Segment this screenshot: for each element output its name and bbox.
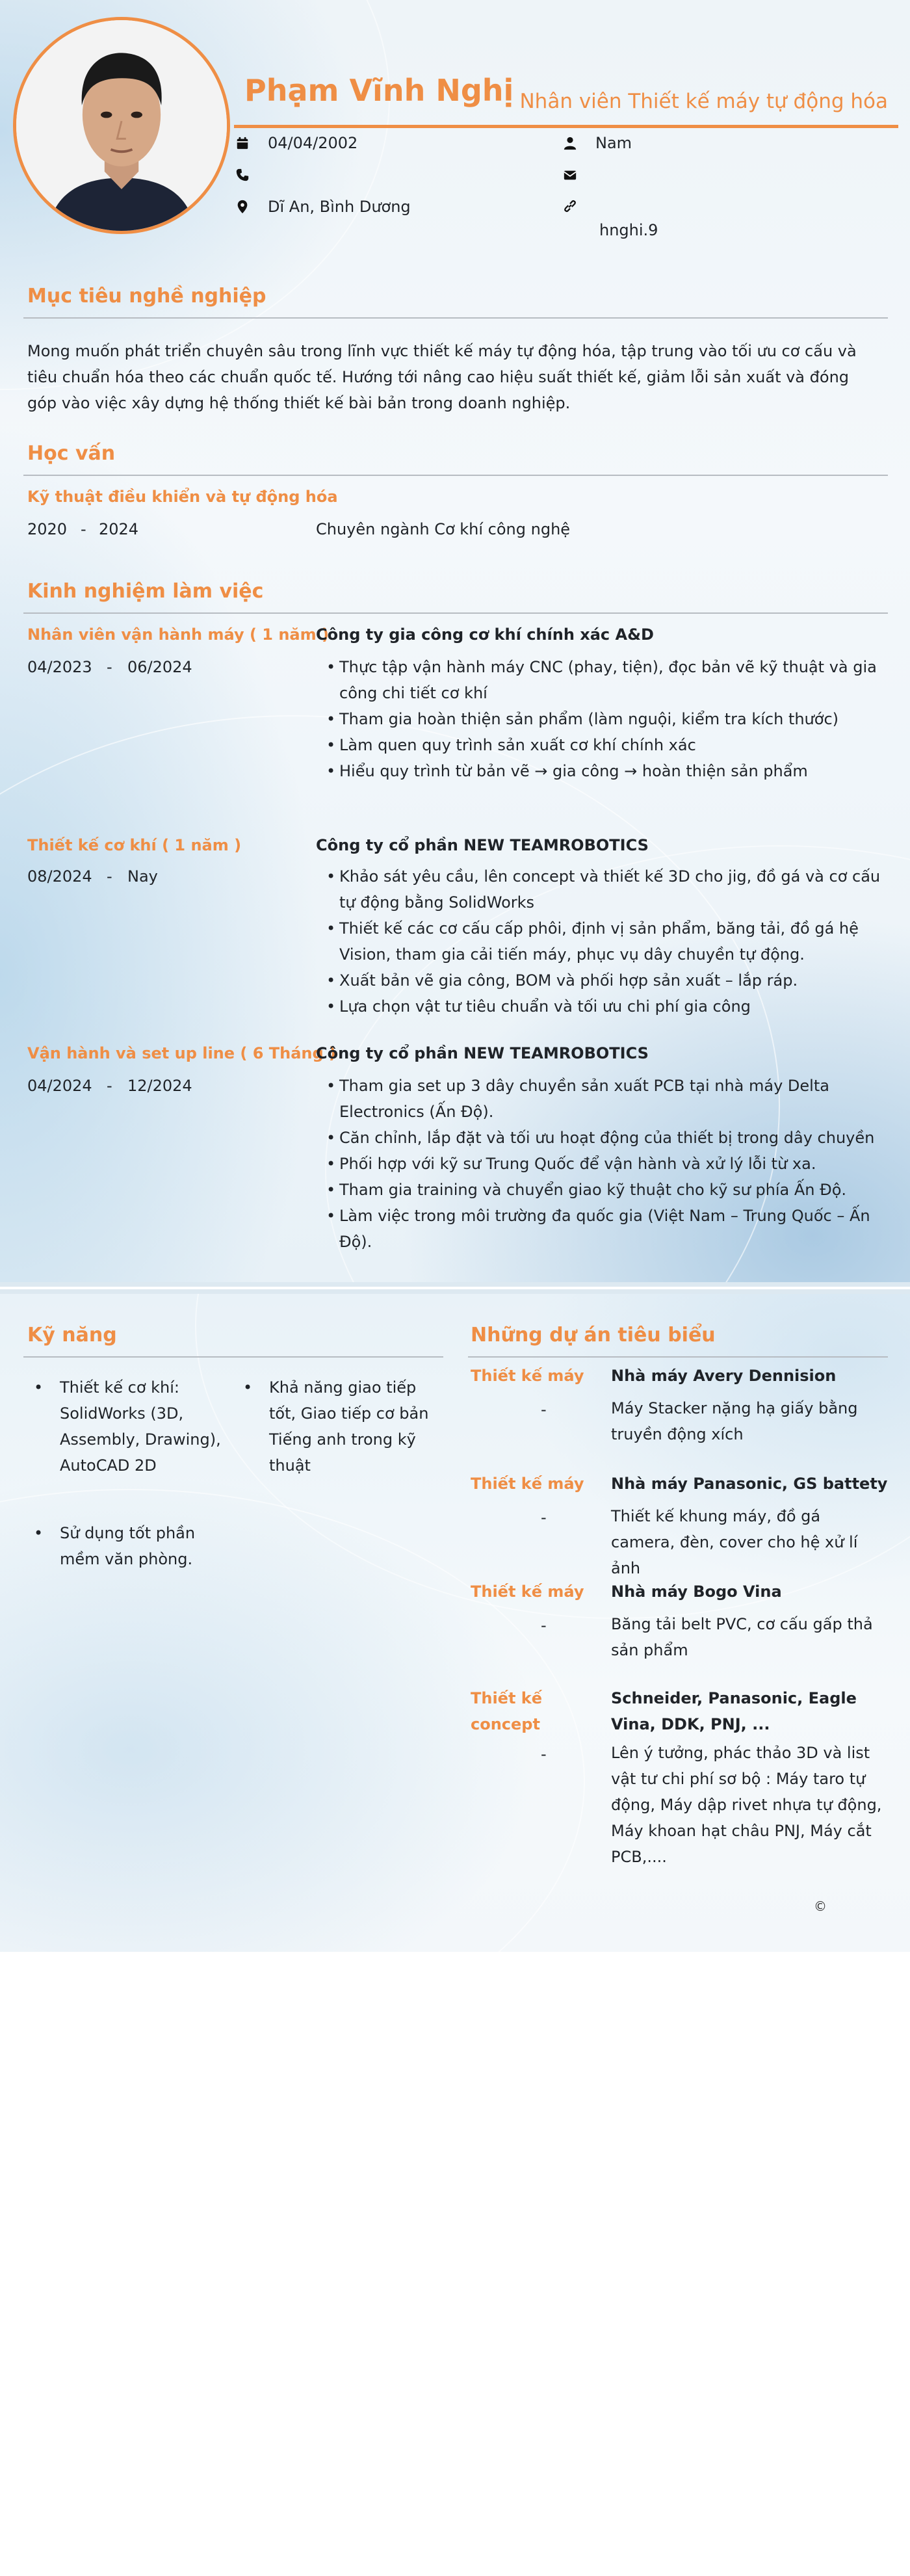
list-item: • Thiết kế các cơ cấu cấp phôi, định vị sản phẩm, băng tải, đồ gá hệ Vision, tham gia cải tiến máy, phục vụ dây chuyền tự động. [316,915,888,967]
address-value: Dĩ An, Bình Dương [268,198,411,216]
gender-row [562,134,632,152]
list-item: • Thực tập vận hành máy CNC (phay, tiện), đọc bản vẽ kỹ thuật và gia công chi tiết cơ khí [316,654,888,706]
list-item: • Làm việc trong môi trường đa quốc gia (Việt Nam – Trung Quốc – Ấn Độ). [316,1203,888,1255]
education-heading: Học vấn [27,442,116,465]
link-icon [562,198,578,215]
link-row [562,198,595,215]
list-item: • Hiểu quy trình từ bản vẽ → gia công → hoàn thiện sản phẩm [316,758,888,784]
copyright-mark: © [814,1899,827,1914]
section-divider [23,317,888,319]
job-start: 08/2024 [27,867,92,886]
list-item: • Xuất bản vẽ gia công, BOM và phối hợp sản xuất – lắp ráp. [316,967,888,993]
address-row [234,198,411,216]
education-start: 2020 [27,520,68,538]
job-start: 04/2024 [27,1077,92,1095]
job-title: Nhân viên Thiết kế máy tự động hóa [519,90,888,113]
list-item: • Làm quen quy trình sản xuất cơ khí chính xác [316,732,888,758]
job-role: Thiết kế cơ khí ( 1 năm ) [27,836,242,854]
skill-item: • Khả năng giao tiếp tốt, Giao tiếp cơ bản Tiếng anh trong kỹ thuật [237,1374,443,1479]
objective-text: Mong muốn phát triển chuyên sâu trong lĩnh vực thiết kế máy tự động hóa, tập trung vào tối ưu cơ cấu và tiêu chuẩn hóa theo các chuẩn quốc tế. Hướng tới nâng cao hiệu suất thiết kế, giảm lỗi sản xuất và đóng góp vào việc xây dựng hệ thống thiết kế bài bản trong doanh nghiệp. [27,342,857,412]
objective-heading: Mục tiêu nghề nghiệp [27,285,266,308]
projects-heading: Những dự án tiêu biểu [471,1324,716,1347]
job-sep: - [107,867,112,886]
section-divider [23,612,888,614]
email-row [562,166,595,183]
section-divider [23,1356,443,1358]
project-type: Thiết kế máy [471,1583,584,1601]
job-end: 12/2024 [127,1077,192,1095]
birthday-value: 04/04/2002 [268,134,358,152]
list-item: • Khảo sát yêu cầu, lên concept và thiết kế 3D cho jig, đồ gá và cơ cấu tự động bằng SolidWorks [316,863,888,915]
portrait-image [16,20,227,231]
cv-page-1 [0,0,910,1282]
project-description: Máy Stacker nặng hạ giấy bằng truyền động xích [611,1399,858,1443]
project-description: Thiết kế khung máy, đồ gá camera, đèn, cover cho hệ xử lí ảnh [611,1507,858,1577]
page-separator [0,1282,910,1294]
experience-heading: Kinh nghiệm làm việc [27,580,264,603]
list-item: • Lựa chọn vật tư tiêu chuẩn và tối ưu chi phí gia công [316,993,888,1019]
header-divider [234,125,898,128]
job-sep: - [107,1077,112,1095]
list-item: • Phối hợp với kỹ sư Trung Quốc để vận hành và xử lý lỗi từ xa. [316,1151,888,1177]
birthday-row [234,134,358,152]
skills-heading: Kỹ năng [27,1324,117,1347]
phone-row [234,166,268,183]
project-client: Nhà máy Panasonic, GS battety [611,1475,888,1493]
job-company: Công ty gia công cơ khí chính xác A&D [316,625,654,644]
job-end: Nay [127,867,158,886]
project-type: Thiết kế concept [471,1689,543,1733]
job-duties [316,1073,888,1255]
skill-item: • Thiết kế cơ khí: SolidWorks (3D, Assembly, Drawing), AutoCAD 2D [27,1374,222,1479]
project-description: Lên ý tưởng, phác thảo 3D và list vật tư chi phí sơ bộ : Máy taro tự động, Máy dập rivet nhựa tự động, Máy khoan hạt châu PNJ, Máy cắt PCB,.... [611,1744,882,1866]
list-item: • Tham gia hoàn thiện sản phẩm (làm nguội, kiểm tra kích thước) [316,706,888,732]
user-icon [562,135,578,151]
section-divider [468,1356,888,1358]
avatar [13,17,230,234]
job-sep: - [107,658,112,676]
project-description: Băng tải belt PVC, cơ cấu gấp thả sản phẩm [611,1615,873,1659]
project-client: Nhà máy Bogo Vina [611,1583,782,1601]
education-end: 2024 [99,520,139,538]
gender-value: Nam [595,134,632,152]
job-company: Công ty cổ phần NEW TEAMROBOTICS [316,1044,649,1062]
job-start: 04/2023 [27,658,92,676]
job-end: 06/2024 [127,658,192,676]
map-pin-icon [234,198,251,215]
list-item: • Căn chỉnh, lắp đặt và tối ưu hoạt động của thiết bị trong dây chuyền [316,1125,888,1151]
project-client: Nhà máy Avery Dennision [611,1367,837,1385]
list-item: • Tham gia set up 3 dây chuyền sản xuất PCB tại nhà máy Delta Electronics (Ấn Độ). [316,1073,888,1125]
job-company: Công ty cổ phần NEW TEAMROBOTICS [316,836,649,854]
education-detail: Chuyên ngành Cơ khí công nghệ [316,520,571,538]
project-dash: - [541,1400,547,1419]
cv-page-2 [0,1294,910,1952]
project-dash: - [541,1508,547,1527]
education-sep: - [81,520,86,538]
job-role: Nhân viên vận hành máy ( 1 năm ) [27,625,329,644]
education-major: Kỹ thuật điều khiển và tự động hóa [27,488,338,506]
phone-icon [234,166,251,183]
job-duties [316,863,888,1019]
project-dash: - [541,1745,547,1763]
project-client: Schneider, Panasonic, Eagle Vina, DDK, PNJ, ... [611,1689,857,1733]
skill-item: • Sử dụng tốt phần mềm văn phòng. [27,1520,222,1572]
section-divider [23,475,888,476]
envelope-icon [562,166,578,183]
link-value[interactable]: hnghi.9 [599,221,658,239]
project-type: Thiết kế máy [471,1475,584,1493]
job-role: Vận hành và set up line ( 6 Tháng ) [27,1044,337,1062]
list-item: • Tham gia training và chuyển giao kỹ thuật cho kỹ sư phía Ấn Độ. [316,1177,888,1203]
project-dash: - [541,1616,547,1635]
calendar-icon [234,135,251,151]
job-duties [316,654,888,784]
candidate-name: Phạm Vĩnh Nghị [244,73,514,108]
project-type: Thiết kế máy [471,1367,584,1385]
